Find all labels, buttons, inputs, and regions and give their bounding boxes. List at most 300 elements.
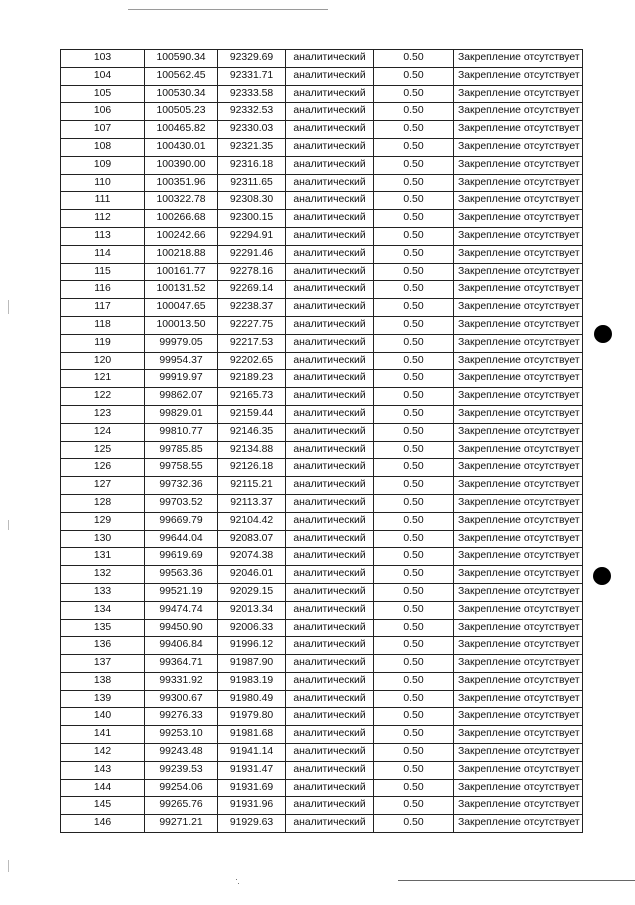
y-coordinate-cell: 92316.18 (218, 156, 286, 174)
method-cell: аналитический (286, 797, 374, 815)
table-row (61, 245, 583, 263)
point-number-cell: 103 (61, 50, 145, 68)
accuracy-cell: 0.50 (374, 477, 454, 495)
method-cell: аналитический (286, 601, 374, 619)
accuracy-cell: 0.50 (374, 103, 454, 121)
method-cell: аналитический (286, 494, 374, 512)
y-coordinate-cell: 92115.21 (218, 477, 286, 495)
x-coordinate-cell: 99563.36 (145, 566, 218, 584)
table-row (61, 85, 583, 103)
point-number-cell: 119 (61, 334, 145, 352)
point-number-cell: 121 (61, 370, 145, 388)
point-number-cell: 123 (61, 405, 145, 423)
method-cell: аналитический (286, 708, 374, 726)
y-coordinate-cell: 92294.91 (218, 227, 286, 245)
table-row (61, 637, 583, 655)
y-coordinate-cell: 91929.63 (218, 815, 286, 833)
marking-status-cell: Закрепление отсутствует (454, 352, 583, 370)
accuracy-cell: 0.50 (374, 637, 454, 655)
accuracy-cell: 0.50 (374, 192, 454, 210)
coordinates-table (60, 49, 583, 833)
table-row (61, 530, 583, 548)
table-row (61, 566, 583, 584)
y-coordinate-cell: 91980.49 (218, 690, 286, 708)
x-coordinate-cell: 99810.77 (145, 423, 218, 441)
marking-status-cell: Закрепление отсутствует (454, 192, 583, 210)
accuracy-cell: 0.50 (374, 761, 454, 779)
method-cell: аналитический (286, 334, 374, 352)
marking-status-cell: Закрепление отсутствует (454, 388, 583, 406)
marking-status-cell: Закрепление отсутствует (454, 459, 583, 477)
x-coordinate-cell: 99703.52 (145, 494, 218, 512)
point-number-cell: 107 (61, 121, 145, 139)
point-number-cell: 125 (61, 441, 145, 459)
point-number-cell: 142 (61, 744, 145, 762)
y-coordinate-cell: 92029.15 (218, 583, 286, 601)
table-row (61, 690, 583, 708)
scan-speck (238, 883, 239, 884)
punch-hole (594, 325, 612, 343)
point-number-cell: 113 (61, 227, 145, 245)
y-coordinate-cell: 92146.35 (218, 423, 286, 441)
method-cell: аналитический (286, 121, 374, 139)
marking-status-cell: Закрепление отсутствует (454, 566, 583, 584)
table-row (61, 477, 583, 495)
table-row (61, 50, 583, 68)
accuracy-cell: 0.50 (374, 245, 454, 263)
y-coordinate-cell: 92134.88 (218, 441, 286, 459)
marking-status-cell: Закрепление отсутствует (454, 637, 583, 655)
method-cell: аналитический (286, 67, 374, 85)
method-cell: аналитический (286, 459, 374, 477)
table-row (61, 494, 583, 512)
point-number-cell: 138 (61, 672, 145, 690)
method-cell: аналитический (286, 103, 374, 121)
accuracy-cell: 0.50 (374, 797, 454, 815)
method-cell: аналитический (286, 210, 374, 228)
point-number-cell: 137 (61, 655, 145, 673)
y-coordinate-cell: 92331.71 (218, 67, 286, 85)
y-coordinate-cell: 92227.75 (218, 316, 286, 334)
table-row (61, 619, 583, 637)
point-number-cell: 131 (61, 548, 145, 566)
top-scan-rule (128, 9, 328, 10)
method-cell: аналитический (286, 227, 374, 245)
accuracy-cell: 0.50 (374, 281, 454, 299)
x-coordinate-cell: 100590.34 (145, 50, 218, 68)
table-row (61, 601, 583, 619)
marking-status-cell: Закрепление отсутствует (454, 299, 583, 317)
table-row (61, 459, 583, 477)
table-row (61, 761, 583, 779)
accuracy-cell: 0.50 (374, 121, 454, 139)
method-cell: аналитический (286, 388, 374, 406)
point-number-cell: 109 (61, 156, 145, 174)
marking-status-cell: Закрепление отсутствует (454, 67, 583, 85)
point-number-cell: 105 (61, 85, 145, 103)
y-coordinate-cell: 92083.07 (218, 530, 286, 548)
x-coordinate-cell: 99954.37 (145, 352, 218, 370)
table-row (61, 316, 583, 334)
x-coordinate-cell: 99300.67 (145, 690, 218, 708)
punch-hole (593, 567, 611, 585)
y-coordinate-cell: 92189.23 (218, 370, 286, 388)
marking-status-cell: Закрепление отсутствует (454, 103, 583, 121)
method-cell: аналитический (286, 815, 374, 833)
x-coordinate-cell: 100465.82 (145, 121, 218, 139)
table-row (61, 138, 583, 156)
method-cell: аналитический (286, 672, 374, 690)
accuracy-cell: 0.50 (374, 494, 454, 512)
method-cell: аналитический (286, 370, 374, 388)
method-cell: аналитический (286, 726, 374, 744)
marking-status-cell: Закрепление отсутствует (454, 619, 583, 637)
x-coordinate-cell: 99758.55 (145, 459, 218, 477)
left-margin-mark (8, 860, 9, 872)
x-coordinate-cell: 100161.77 (145, 263, 218, 281)
table-row (61, 583, 583, 601)
table-row (61, 744, 583, 762)
scan-speck (236, 879, 237, 880)
marking-status-cell: Закрепление отсутствует (454, 281, 583, 299)
y-coordinate-cell: 92217.53 (218, 334, 286, 352)
marking-status-cell: Закрепление отсутствует (454, 744, 583, 762)
accuracy-cell: 0.50 (374, 174, 454, 192)
point-number-cell: 117 (61, 299, 145, 317)
accuracy-cell: 0.50 (374, 601, 454, 619)
y-coordinate-cell: 92311.65 (218, 174, 286, 192)
x-coordinate-cell: 100530.34 (145, 85, 218, 103)
point-number-cell: 143 (61, 761, 145, 779)
marking-status-cell: Закрепление отсутствует (454, 672, 583, 690)
y-coordinate-cell: 91981.68 (218, 726, 286, 744)
y-coordinate-cell: 92321.35 (218, 138, 286, 156)
y-coordinate-cell: 91983.19 (218, 672, 286, 690)
marking-status-cell: Закрепление отсутствует (454, 655, 583, 673)
method-cell: аналитический (286, 637, 374, 655)
y-coordinate-cell: 92013.34 (218, 601, 286, 619)
point-number-cell: 144 (61, 779, 145, 797)
marking-status-cell: Закрепление отсутствует (454, 690, 583, 708)
method-cell: аналитический (286, 744, 374, 762)
accuracy-cell: 0.50 (374, 726, 454, 744)
marking-status-cell: Закрепление отсутствует (454, 494, 583, 512)
y-coordinate-cell: 91996.12 (218, 637, 286, 655)
point-number-cell: 118 (61, 316, 145, 334)
method-cell: аналитический (286, 192, 374, 210)
x-coordinate-cell: 100218.88 (145, 245, 218, 263)
x-coordinate-cell: 99265.76 (145, 797, 218, 815)
marking-status-cell: Закрепление отсутствует (454, 423, 583, 441)
method-cell: аналитический (286, 583, 374, 601)
point-number-cell: 127 (61, 477, 145, 495)
y-coordinate-cell: 92104.42 (218, 512, 286, 530)
point-number-cell: 146 (61, 815, 145, 833)
table-row (61, 655, 583, 673)
y-coordinate-cell: 92046.01 (218, 566, 286, 584)
point-number-cell: 132 (61, 566, 145, 584)
y-coordinate-cell: 92329.69 (218, 50, 286, 68)
accuracy-cell: 0.50 (374, 815, 454, 833)
accuracy-cell: 0.50 (374, 583, 454, 601)
point-number-cell: 126 (61, 459, 145, 477)
table-row (61, 156, 583, 174)
y-coordinate-cell: 92330.03 (218, 121, 286, 139)
accuracy-cell: 0.50 (374, 299, 454, 317)
point-number-cell: 112 (61, 210, 145, 228)
x-coordinate-cell: 99829.01 (145, 405, 218, 423)
y-coordinate-cell: 91931.69 (218, 779, 286, 797)
marking-status-cell: Закрепление отсутствует (454, 583, 583, 601)
x-coordinate-cell: 99276.33 (145, 708, 218, 726)
marking-status-cell: Закрепление отсутствует (454, 121, 583, 139)
marking-status-cell: Закрепление отсутствует (454, 316, 583, 334)
table-row (61, 263, 583, 281)
x-coordinate-cell: 99785.85 (145, 441, 218, 459)
method-cell: аналитический (286, 245, 374, 263)
accuracy-cell: 0.50 (374, 655, 454, 673)
marking-status-cell: Закрепление отсутствует (454, 548, 583, 566)
accuracy-cell: 0.50 (374, 619, 454, 637)
marking-status-cell: Закрепление отсутствует (454, 138, 583, 156)
marking-status-cell: Закрепление отсутствует (454, 761, 583, 779)
x-coordinate-cell: 100351.96 (145, 174, 218, 192)
x-coordinate-cell: 100322.78 (145, 192, 218, 210)
method-cell: аналитический (286, 138, 374, 156)
accuracy-cell: 0.50 (374, 67, 454, 85)
coordinates-table-body (61, 50, 583, 833)
x-coordinate-cell: 99254.06 (145, 779, 218, 797)
point-number-cell: 104 (61, 67, 145, 85)
accuracy-cell: 0.50 (374, 423, 454, 441)
method-cell: аналитический (286, 85, 374, 103)
marking-status-cell: Закрепление отсутствует (454, 708, 583, 726)
table-row (61, 708, 583, 726)
table-row (61, 388, 583, 406)
method-cell: аналитический (286, 761, 374, 779)
table-row (61, 227, 583, 245)
accuracy-cell: 0.50 (374, 566, 454, 584)
table-row (61, 370, 583, 388)
bottom-scan-rule (398, 880, 635, 881)
marking-status-cell: Закрепление отсутствует (454, 512, 583, 530)
accuracy-cell: 0.50 (374, 459, 454, 477)
accuracy-cell: 0.50 (374, 370, 454, 388)
accuracy-cell: 0.50 (374, 512, 454, 530)
x-coordinate-cell: 99406.84 (145, 637, 218, 655)
y-coordinate-cell: 92126.18 (218, 459, 286, 477)
point-number-cell: 145 (61, 797, 145, 815)
y-coordinate-cell: 91979.80 (218, 708, 286, 726)
x-coordinate-cell: 99239.53 (145, 761, 218, 779)
accuracy-cell: 0.50 (374, 708, 454, 726)
marking-status-cell: Закрепление отсутствует (454, 726, 583, 744)
point-number-cell: 135 (61, 619, 145, 637)
y-coordinate-cell: 92006.33 (218, 619, 286, 637)
y-coordinate-cell: 92238.37 (218, 299, 286, 317)
point-number-cell: 111 (61, 192, 145, 210)
point-number-cell: 134 (61, 601, 145, 619)
y-coordinate-cell: 92300.15 (218, 210, 286, 228)
accuracy-cell: 0.50 (374, 405, 454, 423)
x-coordinate-cell: 99619.69 (145, 548, 218, 566)
marking-status-cell: Закрепление отсутствует (454, 227, 583, 245)
marking-status-cell: Закрепление отсутствует (454, 50, 583, 68)
point-number-cell: 140 (61, 708, 145, 726)
point-number-cell: 116 (61, 281, 145, 299)
x-coordinate-cell: 100131.52 (145, 281, 218, 299)
accuracy-cell: 0.50 (374, 50, 454, 68)
y-coordinate-cell: 91931.96 (218, 797, 286, 815)
accuracy-cell: 0.50 (374, 85, 454, 103)
table-row (61, 441, 583, 459)
method-cell: аналитический (286, 405, 374, 423)
y-coordinate-cell: 91931.47 (218, 761, 286, 779)
marking-status-cell: Закрепление отсутствует (454, 530, 583, 548)
x-coordinate-cell: 99732.36 (145, 477, 218, 495)
point-number-cell: 128 (61, 494, 145, 512)
accuracy-cell: 0.50 (374, 156, 454, 174)
method-cell: аналитический (286, 281, 374, 299)
left-margin-mark (8, 300, 9, 314)
marking-status-cell: Закрепление отсутствует (454, 210, 583, 228)
method-cell: аналитический (286, 477, 374, 495)
accuracy-cell: 0.50 (374, 744, 454, 762)
accuracy-cell: 0.50 (374, 334, 454, 352)
marking-status-cell: Закрепление отсутствует (454, 601, 583, 619)
left-margin-mark (8, 520, 9, 530)
accuracy-cell: 0.50 (374, 530, 454, 548)
point-number-cell: 133 (61, 583, 145, 601)
point-number-cell: 136 (61, 637, 145, 655)
accuracy-cell: 0.50 (374, 779, 454, 797)
method-cell: аналитический (286, 316, 374, 334)
method-cell: аналитический (286, 512, 374, 530)
table-row (61, 299, 583, 317)
table-row (61, 779, 583, 797)
y-coordinate-cell: 92202.65 (218, 352, 286, 370)
method-cell: аналитический (286, 156, 374, 174)
point-number-cell: 106 (61, 103, 145, 121)
marking-status-cell: Закрепление отсутствует (454, 477, 583, 495)
table-row (61, 334, 583, 352)
marking-status-cell: Закрепление отсутствует (454, 245, 583, 263)
x-coordinate-cell: 99331.92 (145, 672, 218, 690)
x-coordinate-cell: 100266.68 (145, 210, 218, 228)
accuracy-cell: 0.50 (374, 548, 454, 566)
marking-status-cell: Закрепление отсутствует (454, 441, 583, 459)
x-coordinate-cell: 99669.79 (145, 512, 218, 530)
table-row (61, 67, 583, 85)
method-cell: аналитический (286, 779, 374, 797)
marking-status-cell: Закрепление отсутствует (454, 779, 583, 797)
marking-status-cell: Закрепление отсутствует (454, 334, 583, 352)
table-row (61, 405, 583, 423)
y-coordinate-cell: 92165.73 (218, 388, 286, 406)
point-number-cell: 139 (61, 690, 145, 708)
table-row (61, 103, 583, 121)
x-coordinate-cell: 100562.45 (145, 67, 218, 85)
table-row (61, 210, 583, 228)
x-coordinate-cell: 99450.90 (145, 619, 218, 637)
x-coordinate-cell: 100430.01 (145, 138, 218, 156)
marking-status-cell: Закрепление отсутствует (454, 405, 583, 423)
method-cell: аналитический (286, 655, 374, 673)
x-coordinate-cell: 99474.74 (145, 601, 218, 619)
table-row (61, 423, 583, 441)
y-coordinate-cell: 91941.14 (218, 744, 286, 762)
accuracy-cell: 0.50 (374, 210, 454, 228)
method-cell: аналитический (286, 263, 374, 281)
table-row (61, 174, 583, 192)
x-coordinate-cell: 99644.04 (145, 530, 218, 548)
method-cell: аналитический (286, 441, 374, 459)
point-number-cell: 129 (61, 512, 145, 530)
accuracy-cell: 0.50 (374, 138, 454, 156)
accuracy-cell: 0.50 (374, 227, 454, 245)
table-row (61, 548, 583, 566)
x-coordinate-cell: 100047.65 (145, 299, 218, 317)
x-coordinate-cell: 99919.97 (145, 370, 218, 388)
x-coordinate-cell: 99243.48 (145, 744, 218, 762)
x-coordinate-cell: 99521.19 (145, 583, 218, 601)
x-coordinate-cell: 100505.23 (145, 103, 218, 121)
y-coordinate-cell: 92278.16 (218, 263, 286, 281)
method-cell: аналитический (286, 690, 374, 708)
point-number-cell: 122 (61, 388, 145, 406)
marking-status-cell: Закрепление отсутствует (454, 370, 583, 388)
accuracy-cell: 0.50 (374, 690, 454, 708)
method-cell: аналитический (286, 423, 374, 441)
table-row (61, 672, 583, 690)
method-cell: аналитический (286, 50, 374, 68)
y-coordinate-cell: 92332.53 (218, 103, 286, 121)
method-cell: аналитический (286, 352, 374, 370)
point-number-cell: 120 (61, 352, 145, 370)
marking-status-cell: Закрепление отсутствует (454, 174, 583, 192)
x-coordinate-cell: 100242.66 (145, 227, 218, 245)
marking-status-cell: Закрепление отсутствует (454, 85, 583, 103)
accuracy-cell: 0.50 (374, 352, 454, 370)
y-coordinate-cell: 92291.46 (218, 245, 286, 263)
point-number-cell: 141 (61, 726, 145, 744)
table-row (61, 281, 583, 299)
table-row (61, 815, 583, 833)
point-number-cell: 115 (61, 263, 145, 281)
table-row (61, 192, 583, 210)
accuracy-cell: 0.50 (374, 388, 454, 406)
x-coordinate-cell: 99364.71 (145, 655, 218, 673)
x-coordinate-cell: 99979.05 (145, 334, 218, 352)
method-cell: аналитический (286, 530, 374, 548)
table-row (61, 512, 583, 530)
method-cell: аналитический (286, 548, 374, 566)
y-coordinate-cell: 92074.38 (218, 548, 286, 566)
x-coordinate-cell: 100390.00 (145, 156, 218, 174)
table-row (61, 121, 583, 139)
x-coordinate-cell: 100013.50 (145, 316, 218, 334)
x-coordinate-cell: 99271.21 (145, 815, 218, 833)
method-cell: аналитический (286, 174, 374, 192)
y-coordinate-cell: 92308.30 (218, 192, 286, 210)
method-cell: аналитический (286, 566, 374, 584)
table-row (61, 352, 583, 370)
point-number-cell: 110 (61, 174, 145, 192)
y-coordinate-cell: 92159.44 (218, 405, 286, 423)
y-coordinate-cell: 92269.14 (218, 281, 286, 299)
accuracy-cell: 0.50 (374, 672, 454, 690)
accuracy-cell: 0.50 (374, 316, 454, 334)
